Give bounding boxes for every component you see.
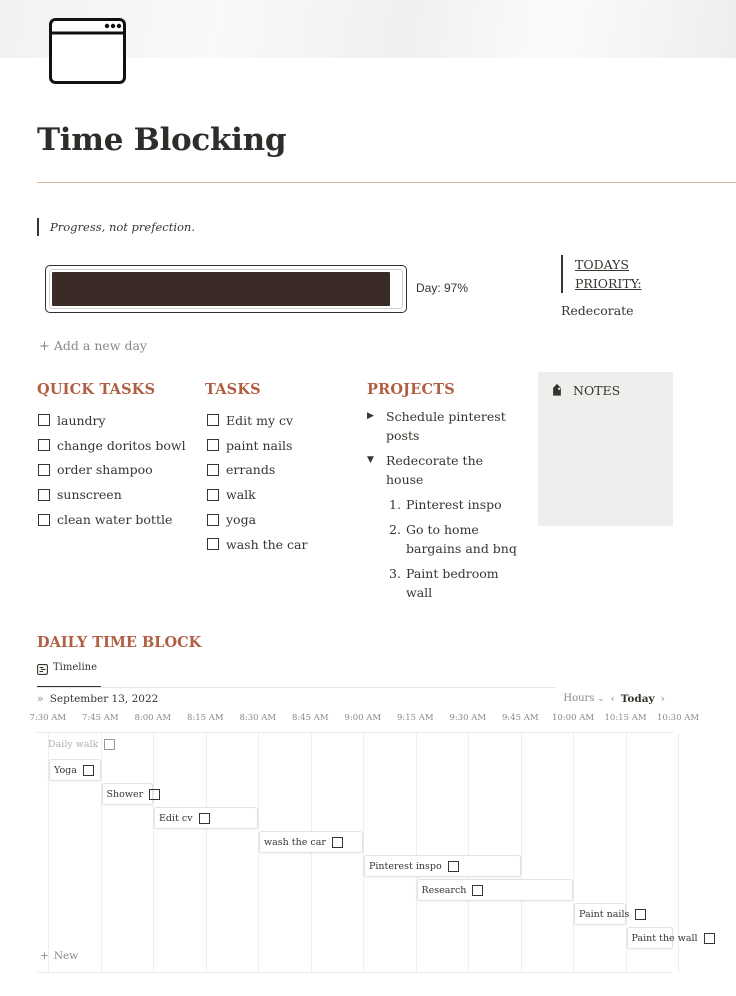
timeline-controls — [563, 692, 665, 705]
tab-label: Timeline — [53, 662, 98, 673]
list-item — [207, 482, 307, 507]
time-block-label: Paint nails — [579, 908, 630, 920]
time-tick-label: 7:30 AM — [29, 713, 67, 723]
list-item — [389, 564, 517, 602]
task-label[interactable]: wash the car — [226, 536, 308, 552]
time-gridline — [573, 733, 574, 973]
list-item — [207, 408, 307, 433]
time-block[interactable] — [364, 855, 521, 877]
time-tick-label: 9:15 AM — [397, 713, 434, 723]
checkbox[interactable] — [472, 885, 483, 896]
list-item — [38, 433, 186, 458]
time-gridline — [206, 733, 207, 973]
time-gridline — [311, 733, 312, 973]
scale-select-label: Hours — [563, 693, 595, 704]
tag-icon — [550, 384, 564, 398]
list-item — [207, 532, 307, 557]
time-tick-label: 10:15 AM — [604, 713, 647, 723]
task-label[interactable]: clean water bottle — [57, 512, 173, 528]
list-item-text[interactable]: Go to home bargains and bnq — [406, 522, 517, 556]
list-item — [207, 433, 307, 458]
tasks-list — [207, 408, 307, 557]
list-item-text[interactable]: Pinterest inspo — [406, 497, 502, 512]
time-gridline — [258, 733, 259, 973]
task-label[interactable]: order shampoo — [57, 462, 153, 478]
new-item-label: New — [53, 950, 79, 962]
time-block-label: Daily walk — [48, 738, 99, 750]
progress-track — [49, 269, 403, 309]
time-block[interactable] — [49, 759, 101, 781]
add-day-label: Add a new day — [53, 338, 147, 353]
time-block-label: Research — [421, 884, 467, 896]
time-block[interactable] — [627, 927, 698, 949]
time-tick-label: 7:45 AM — [82, 713, 119, 723]
list-item — [207, 458, 307, 483]
task-label[interactable]: yoga — [226, 512, 257, 528]
chevron-left-icon[interactable]: ‹ — [610, 692, 615, 705]
triangle-right-icon[interactable]: ▶ — [367, 411, 374, 421]
checkbox[interactable] — [199, 813, 210, 824]
browser-window-icon — [49, 18, 126, 84]
time-block-label: Paint the wall — [631, 932, 698, 944]
time-gridline — [363, 733, 364, 973]
task-label[interactable]: laundry — [57, 412, 106, 428]
timeline-header-divider — [37, 732, 673, 733]
time-gridline — [521, 733, 522, 973]
projects-heading: PROJECTS — [367, 381, 455, 398]
task-label[interactable]: errands — [226, 462, 276, 478]
tab-timeline[interactable] — [37, 662, 101, 688]
title-divider — [37, 182, 736, 183]
task-label[interactable]: change doritos bowl — [57, 437, 186, 453]
today-button[interactable]: Today — [620, 692, 655, 705]
time-tick-label: 8:30 AM — [239, 713, 277, 723]
checkbox[interactable] — [38, 489, 50, 501]
time-block[interactable] — [154, 807, 258, 829]
list-item — [38, 507, 186, 532]
notes-heading: NOTES — [573, 383, 621, 398]
list-item-text[interactable]: Paint bedroom wall — [406, 566, 499, 600]
checkbox[interactable] — [38, 439, 50, 451]
time-tick-label: 9:30 AM — [449, 713, 487, 723]
checkbox[interactable] — [207, 514, 219, 526]
time-gridline — [416, 733, 417, 973]
scale-select[interactable] — [563, 693, 604, 704]
chevron-down-icon: ⌄ — [597, 694, 605, 703]
time-block[interactable] — [102, 783, 154, 805]
toggle-block[interactable] — [367, 407, 517, 445]
list-item — [389, 495, 517, 514]
time-block[interactable] — [417, 879, 574, 901]
checkbox[interactable] — [38, 464, 50, 476]
time-block[interactable] — [259, 831, 363, 853]
checkbox[interactable] — [207, 414, 219, 426]
day-progress-bar — [45, 265, 407, 313]
projects-list — [367, 407, 517, 608]
timeline-bottom-divider — [37, 972, 673, 973]
time-tick-label: 9:00 AM — [344, 713, 382, 723]
time-block-label: wash the car — [264, 836, 326, 848]
checkbox[interactable] — [149, 789, 160, 800]
checkbox[interactable] — [83, 765, 94, 776]
time-tick-label: 8:45 AM — [292, 713, 329, 723]
triangle-down-icon[interactable]: ▼ — [367, 455, 374, 465]
priority-title-line-2: PRIORITY: — [575, 276, 642, 291]
checkbox[interactable] — [38, 414, 50, 426]
checkbox[interactable] — [207, 489, 219, 501]
progress-fill — [52, 272, 390, 306]
time-block-label: Edit cv — [159, 812, 193, 824]
checkbox[interactable] — [332, 837, 343, 848]
list-item — [38, 458, 186, 483]
tasks-heading: TASKS — [205, 381, 261, 398]
quick-tasks-list — [38, 408, 186, 532]
list-item — [38, 408, 186, 433]
time-block[interactable] — [45, 733, 97, 755]
timeline-date — [37, 692, 158, 705]
checkbox[interactable] — [207, 439, 219, 451]
list-item — [38, 482, 186, 507]
time-tick-label: 9:45 AM — [502, 713, 539, 723]
task-label[interactable]: walk — [226, 487, 256, 503]
checkbox[interactable] — [38, 514, 50, 526]
time-block-label: Pinterest inspo — [369, 860, 442, 872]
list-item — [207, 507, 307, 532]
time-block-label: Shower — [106, 788, 144, 800]
toggle-block[interactable] — [367, 451, 517, 489]
toggle-label: Redecorate the house — [386, 453, 484, 487]
tab-divider — [37, 687, 556, 688]
double-chevron-right-icon[interactable]: » — [37, 692, 44, 705]
page-title: Time Blocking — [37, 122, 287, 158]
checkbox[interactable] — [207, 538, 219, 550]
timeline-toolbar — [37, 692, 673, 710]
checkbox[interactable] — [704, 933, 715, 944]
checkbox[interactable] — [448, 861, 459, 872]
time-block-label: Yoga — [54, 764, 77, 776]
checkbox[interactable] — [104, 739, 115, 750]
time-gridline — [468, 733, 469, 973]
todays-priority-callout — [561, 255, 642, 293]
time-block[interactable] — [574, 903, 630, 925]
task-label[interactable]: Edit my cv — [226, 412, 294, 428]
chevron-right-icon[interactable]: › — [660, 692, 665, 705]
list-number: 1. — [389, 497, 401, 512]
time-gridline — [101, 733, 102, 973]
notes-callout[interactable] — [538, 372, 673, 526]
time-tick-label: 8:00 AM — [134, 713, 172, 723]
daily-time-block-heading: DAILY TIME BLOCK — [37, 634, 202, 651]
new-item-button[interactable] — [40, 950, 78, 962]
add-new-day-button[interactable] — [39, 338, 147, 354]
timeline-date-label: September 13, 2022 — [49, 692, 159, 705]
checkbox[interactable] — [635, 909, 646, 920]
timeline-grid — [29, 710, 700, 974]
list-item — [389, 520, 517, 558]
notes-header — [550, 383, 661, 398]
time-tick-label: 10:30 AM — [657, 713, 700, 723]
progress-label: Day: 97% — [416, 281, 469, 295]
quote-block: Progress, not prefection. — [37, 218, 195, 236]
time-tick-label: 8:15 AM — [187, 713, 224, 723]
quick-tasks-heading: QUICK TASKS — [37, 381, 156, 398]
priority-value[interactable]: Redecorate — [561, 303, 634, 318]
task-label[interactable]: sunscreen — [57, 487, 122, 503]
numbered-list — [389, 495, 517, 602]
checkbox[interactable] — [207, 464, 219, 476]
priority-title-line-1: TODAYS — [575, 257, 629, 272]
task-label[interactable]: paint nails — [226, 437, 293, 453]
time-tick-label: 10:00 AM — [552, 713, 595, 723]
time-gridline — [153, 733, 154, 973]
list-number: 2. — [389, 522, 401, 537]
plus-icon: + — [39, 339, 50, 354]
timeline-icon — [37, 664, 48, 675]
toggle-label: Schedule pinterest posts — [386, 409, 506, 443]
list-number: 3. — [389, 566, 401, 581]
plus-icon: + — [40, 950, 49, 962]
